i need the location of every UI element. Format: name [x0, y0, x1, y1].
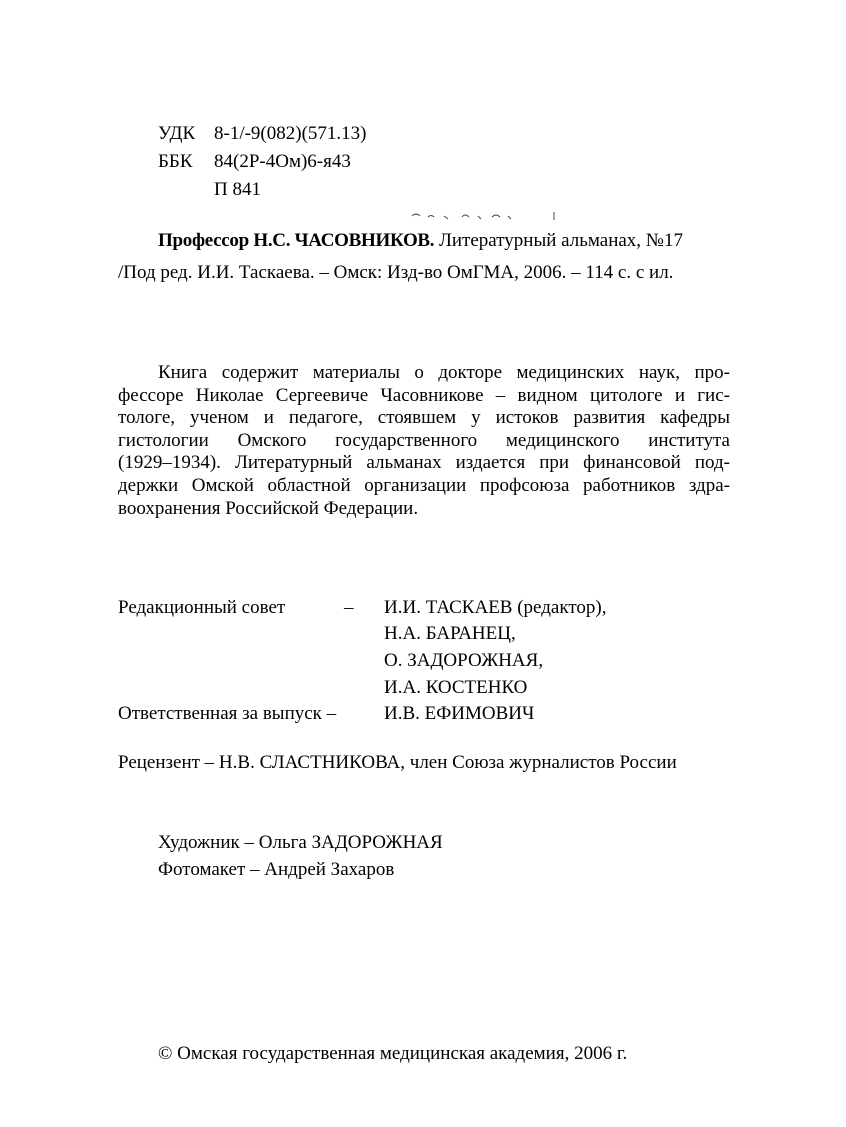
abstract-line: воохранения Российской Федерации. [118, 497, 419, 519]
udk-value: 8-1/-9(082)(571.13) [214, 123, 367, 144]
copyright-line: © Омская государственная медицинская академия, 2006 г. [158, 1043, 628, 1064]
abstract-line: (1929–1934). Литературный альманах издается при финансовой под- [118, 452, 730, 474]
artist-line: Художник – Ольга ЗАДОРОЖНАЯ [158, 832, 443, 853]
udk-line [158, 123, 367, 145]
board-member: Н.А. БАРАНЕЦ, [384, 623, 516, 644]
bibliographic-line-1 [158, 230, 683, 252]
abstract [118, 362, 730, 520]
abstract-line: фессоре Николае Сергеевиче Часовникове – видном цитологе и гис- [118, 384, 730, 406]
udk-label: УДК [158, 123, 196, 144]
editorial-board-label: Редакционный совет [118, 597, 286, 618]
board-member: О. ЗАДОРОЖНАЯ, [384, 650, 544, 671]
editorial-board-dash: – [344, 597, 354, 618]
board-member: И.А. КОСТЕНКО [384, 677, 528, 698]
bbk-line [158, 151, 351, 173]
scan-artifact [410, 208, 560, 222]
bbk-label: ББК [158, 151, 193, 172]
board-member: И.И. ТАСКАЕВ (редактор), [384, 597, 607, 618]
abstract-line: тологе, ученом и педагоге, стоявшем у истоков развития кафедры [118, 407, 730, 429]
book-series: Литературный альманах, №17 [434, 230, 683, 251]
reviewer-line: Рецензент – Н.В. СЛАСТНИКОВА, член Союза журналистов России [118, 752, 677, 773]
layout-line: Фотомакет – Андрей Захаров [158, 859, 395, 880]
abstract-line: держки Омской областной организации профсоюза работников здра- [118, 474, 730, 496]
responsible-name: И.В. ЕФИМОВИЧ [384, 703, 535, 724]
abstract-line: гистологии Омского государственного медицинского института [118, 429, 730, 451]
author-mark-code: П 841 [214, 179, 261, 200]
bibliographic-line-2: /Под ред. И.И. Таскаева. – Омск: Изд-во ОмГМА, 2006. – 114 с. с ил. [118, 262, 674, 283]
responsible-label: Ответственная за выпуск – [118, 703, 337, 724]
abstract-line: Книга содержит материалы о докторе медицинских наук, про- [158, 362, 730, 383]
book-author-title: Профессор Н.С. ЧАСОВНИКОВ. [158, 230, 435, 251]
bbk-value: 84(2Р-4Ом)6-я43 [214, 151, 351, 172]
